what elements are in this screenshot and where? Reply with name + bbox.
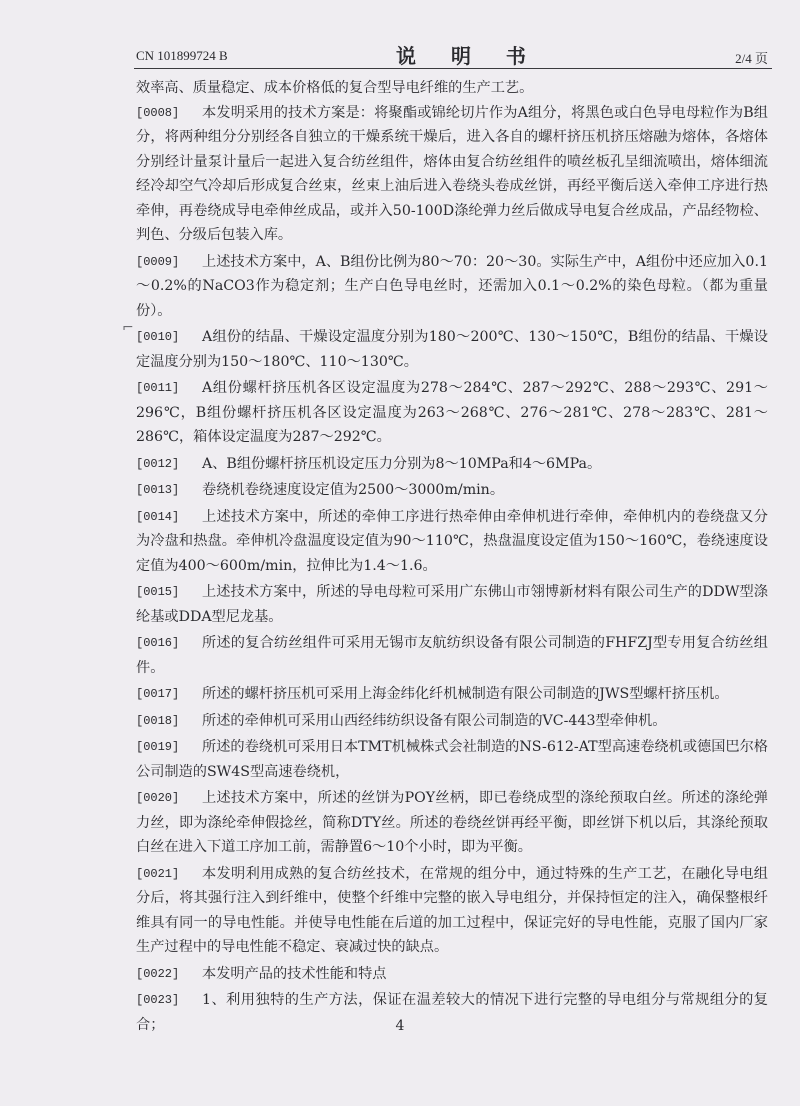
paragraph xyxy=(136,631,768,680)
paragraph-number: [0016] xyxy=(136,636,180,650)
paragraph xyxy=(136,709,768,734)
paragraph-text: 本发明产品的技术性能和特点 xyxy=(202,965,387,982)
paragraph xyxy=(136,735,768,784)
paragraph xyxy=(136,962,768,987)
paragraph-number: [0015] xyxy=(136,585,180,599)
paragraph-number: [0009] xyxy=(136,254,180,269)
paragraph-text: 所述的螺杆挤压机可采用上海金纬化纤机械制造有限公司制造的JWS型螺杆挤压机。 xyxy=(202,686,729,702)
paragraph-text: A组份的结晶、干燥设定温度分别为180～200℃、130～150℃，B组份的结晶、干燥设定温度分别为150～180℃、110～130℃。 xyxy=(136,329,768,370)
page-number: 4 xyxy=(395,1018,405,1034)
paragraph xyxy=(136,505,768,579)
paragraph-text: 本发明采用的技术方案是：将聚酯或锦纶切片作为A组分，将黑色或白色导电母粒作为B组分，将两种组分分别经各自独立的干燥系统干燥后，进入各自的螺杆挤压机挤压熔融为熔体，各熔体分别经计量泵计量后一起进入复合纺丝组件，熔体由复合纺丝组件的喷丝板孔呈细流喷出，熔体细流经冷却空气冷却后形成复合丝束，丝束上油后进入卷绕头卷成丝饼，再经平衡后送入牵伸工序进行热牵伸，再卷绕成导电牵伸丝成品，或并入50-100D涤纶弹力丝后做成导电复合丝成品，产品经物检、判色、分级后包装入库。 xyxy=(136,104,768,243)
paragraph xyxy=(136,786,768,860)
paragraph-text: 上述技术方案中，所述的导电母粒可采用广东佛山市翎博新材料有限公司生产的DDW型涤纶基或DDA型尼龙基。 xyxy=(136,584,768,625)
paragraph xyxy=(136,580,768,629)
document-title: 说 明 书 xyxy=(396,44,540,68)
paragraph-text: 上述技术方案中，A、B组份比例为80～70：20～30。实际生产中，A组份中还应加入0.1～0.2%的NaCO3作为稳定剂；生产白色导电丝时，还需加入0.1～0.2%的染色母粒。（都为重量份）。 xyxy=(136,253,768,319)
paragraph-text: 所述的卷绕机可采用日本TMT机械株式会社制造的NS-612-AT型高速卷绕机或德国巴尔格公司制造的SW4S型高速卷绕机， xyxy=(136,739,768,780)
page-header xyxy=(136,40,768,66)
paragraph-number: [0022] xyxy=(136,966,180,981)
paragraph-text: 卷绕机卷绕速度设定值为2500～3000m/min。 xyxy=(202,482,505,498)
paragraph xyxy=(136,682,768,707)
paragraph-number: [0017] xyxy=(136,687,180,701)
paragraph-text: A组份螺杆挤压机各区设定温度为278～284℃、287～292℃、288～293℃、291～296℃，B组份螺杆挤压机各区设定温度为263～268℃、276～281℃、278～283℃、281～286℃，箱体设定温度为287～292℃。 xyxy=(136,380,768,445)
paragraph-number: [0013] xyxy=(136,483,180,497)
paragraph xyxy=(136,101,768,248)
paragraph-text: 所述的牵伸机可采用山西经纬纺织设备有限公司制造的VC-443型牵伸机。 xyxy=(202,712,667,729)
paragraph-number: [0008] xyxy=(136,105,180,120)
paragraph-number: [0014] xyxy=(136,509,180,524)
paragraph-number: [0021] xyxy=(136,866,180,881)
paragraph-text: 1、利用独特的生产方法，保证在温差较大的情况下进行完整的导电组分与常规组分的复合； xyxy=(136,992,768,1033)
paragraph-list xyxy=(136,101,768,1040)
page-info: 2/4 页 xyxy=(735,51,768,66)
paragraph-number: [0018] xyxy=(136,713,180,728)
body-text xyxy=(136,76,768,1039)
paragraph-number: [0023] xyxy=(136,993,180,1007)
intro-line: 效率高、质量稳定、成本价格低的复合型导电纤维的生产工艺。 xyxy=(136,80,534,96)
paragraph xyxy=(136,376,768,450)
paragraph-number: [0020] xyxy=(136,791,180,805)
paragraph xyxy=(136,250,768,324)
paragraph xyxy=(136,325,768,374)
patent-number: CN 101899724 B xyxy=(136,48,228,63)
paragraph-number: [0019] xyxy=(136,740,180,754)
paragraph-text: 所述的复合纺丝组件可采用无锡市友航纺织设备有限公司制造的FHFZJ型专用复合纺丝组件。 xyxy=(136,635,768,676)
margin-bracket-mark: ⌐ xyxy=(122,320,134,336)
paragraph-number: [0012] xyxy=(136,456,180,471)
paragraph-gap xyxy=(136,1037,768,1039)
paragraph-text: 上述技术方案中，所述的牵伸工序进行热牵伸由牵伸机进行牵伸，牵伸机内的卷绕盘又分为冷盘和热盘。牵伸机冷盘温度设定值为90～110℃，热盘温度设定值为150～160℃，卷绕速度设定值为400～600m/min，拉伸比为1.4～1.6。 xyxy=(136,508,768,574)
paragraph xyxy=(136,478,768,503)
paragraph-number: [0011] xyxy=(136,381,180,395)
paragraph xyxy=(136,862,768,960)
header-rule xyxy=(134,68,772,69)
paragraph-text: 上述技术方案中，所述的丝饼为POY丝柄，即已卷绕成型的涤纶预取白丝。所述的涤纶弹力丝，即为涤纶牵伸假捻丝，简称DTY丝。所述的卷绕丝饼再经平衡，即丝饼下机以后，其涤纶预取白丝在进入下道工序加工前，需静置6～10个小时，即为平衡。 xyxy=(136,790,768,855)
paragraph-number: [0010] xyxy=(136,330,180,344)
paragraph xyxy=(136,452,768,477)
paragraph-text: 本发明利用成熟的复合纺丝技术，在常规的组分中，通过特殊的生产工艺，在融化导电组分后，将其强行注入到纤维中，使整个纤维中完整的嵌入导电组分，并保持恒定的注入，确保整根纤维具有同一的导电性能。并使导电性能在后道的加工过程中，保证完好的导电性能，克服了国内厂家生产过程中的导电性能不稳定、衰减过快的缺点。 xyxy=(136,865,768,955)
paragraph-text: A、B组份螺杆挤压机设定压力分别为8～10MPa和4～6MPa。 xyxy=(202,455,602,472)
